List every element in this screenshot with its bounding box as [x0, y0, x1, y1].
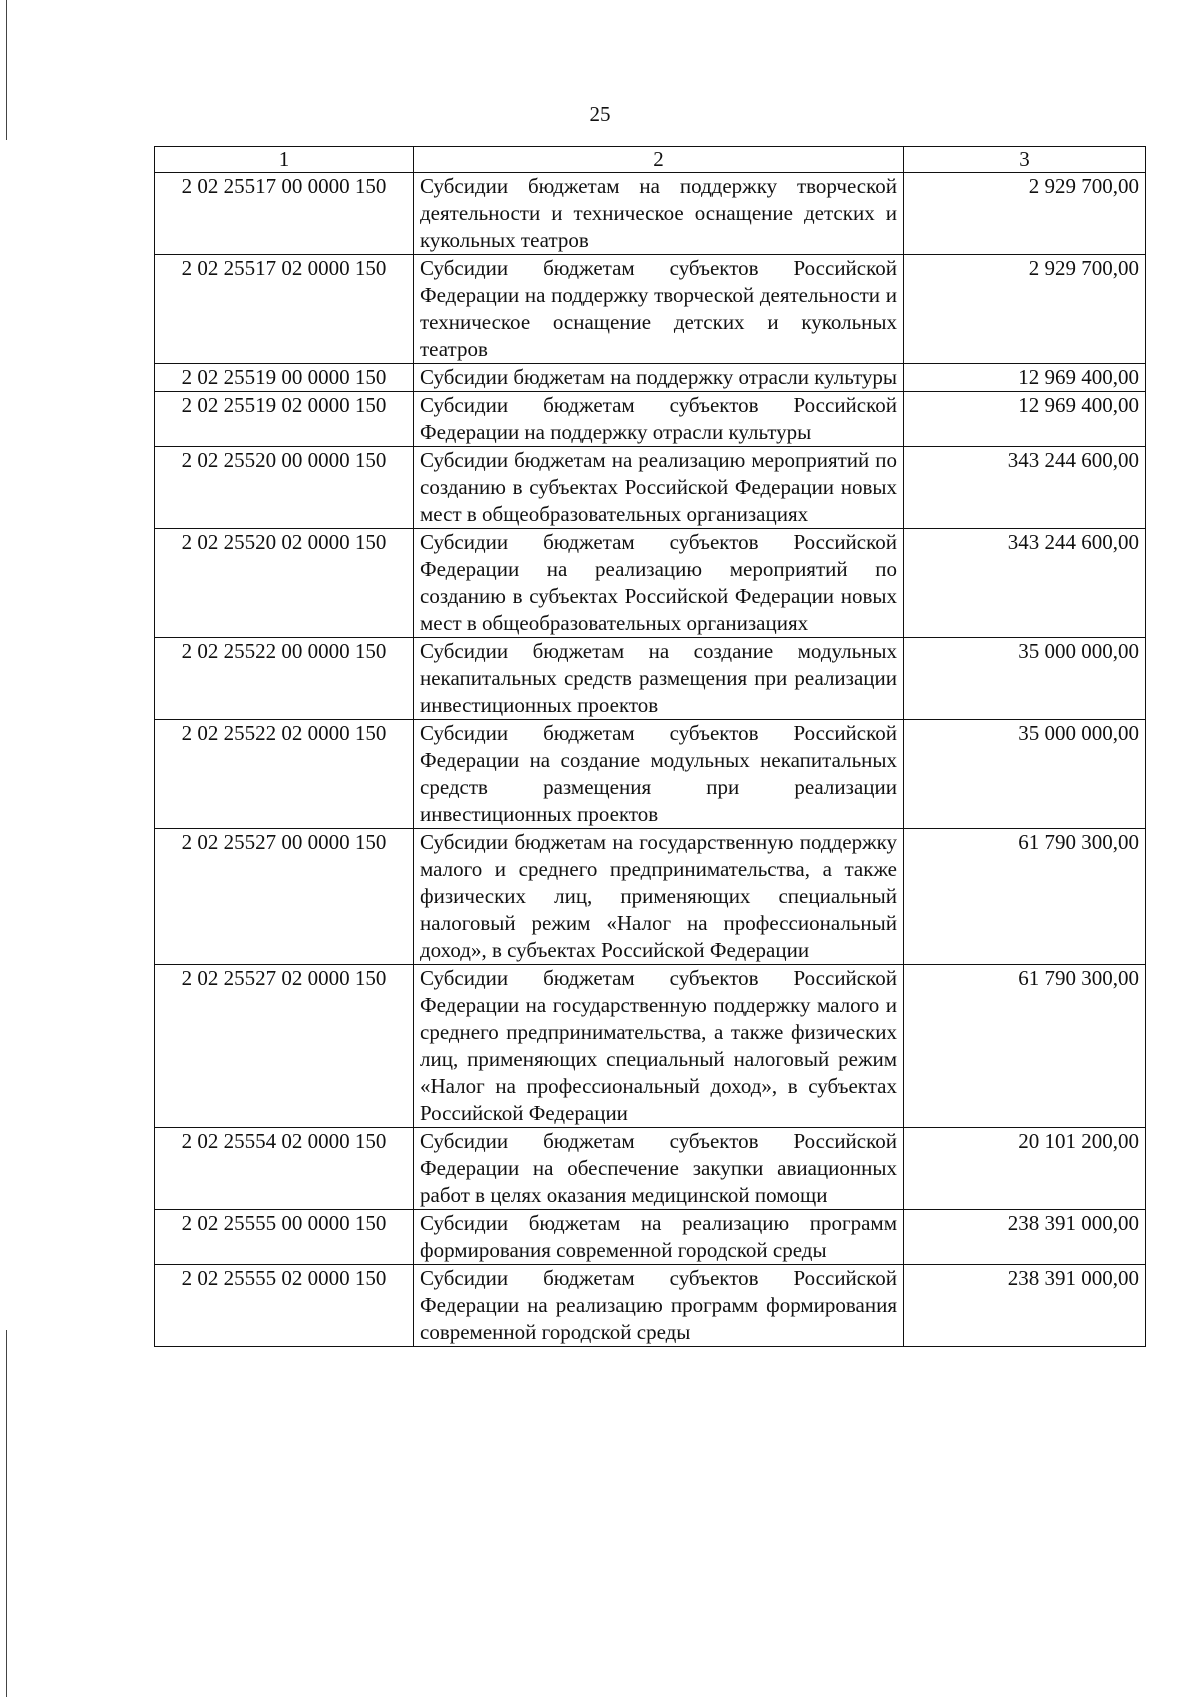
table-row — [155, 965, 1146, 1128]
amount-cell: 20 101 200,00 — [904, 1128, 1146, 1210]
budget-code-cell: 2 02 25555 00 0000 150 — [155, 1210, 414, 1265]
amount-cell: 35 000 000,00 — [904, 638, 1146, 720]
amount-cell: 12 969 400,00 — [904, 364, 1146, 392]
budget-code-cell: 2 02 25554 02 0000 150 — [155, 1128, 414, 1210]
column-header-name: 2 — [414, 147, 904, 173]
description-cell: Субсидии бюджетам субъектов Российской Федерации на обеспечение закупки авиационных работ в целях оказания медицинской помощи — [414, 1128, 904, 1210]
amount-cell: 343 244 600,00 — [904, 447, 1146, 529]
budget-code-cell: 2 02 25519 02 0000 150 — [155, 392, 414, 447]
description-cell: Субсидии бюджетам на поддержку отрасли культуры — [414, 364, 904, 392]
table-row — [155, 638, 1146, 720]
scan-edge-line — [6, 1330, 7, 1697]
description-cell: Субсидии бюджетам на реализацию программ формирования современной городской среды — [414, 1210, 904, 1265]
table-row — [155, 447, 1146, 529]
table-row — [155, 255, 1146, 364]
page-number: 25 — [589, 102, 611, 126]
amount-cell: 343 244 600,00 — [904, 529, 1146, 638]
table-row — [155, 1210, 1146, 1265]
description-cell: Субсидии бюджетам на создание модульных некапитальных средств размещения при реализации инвестиционных проектов — [414, 638, 904, 720]
description-cell: Субсидии бюджетам на поддержку творческой деятельности и техническое оснащение детских и кукольных театров — [414, 173, 904, 255]
table-row — [155, 720, 1146, 829]
budget-income-table — [154, 146, 1146, 1347]
table-row — [155, 1128, 1146, 1210]
budget-code-cell: 2 02 25520 02 0000 150 — [155, 529, 414, 638]
budget-code-cell: 2 02 25527 02 0000 150 — [155, 965, 414, 1128]
description-cell: Субсидии бюджетам субъектов Российской Федерации на государственную поддержку малого и среднего предпринимательства, а также физических лиц, применяющих специальный налоговый режим «Налог на профессиональный доход», в субъектах Российской Федерации — [414, 965, 904, 1128]
description-cell: Субсидии бюджетам субъектов Российской Федерации на поддержку отрасли культуры — [414, 392, 904, 447]
description-cell: Субсидии бюджетам субъектов Российской Федерации на реализацию программ формирования современной городской среды — [414, 1265, 904, 1347]
description-cell: Субсидии бюджетам на реализацию мероприятий по созданию в субъектах Российской Федерации новых мест в общеобразовательных организациях — [414, 447, 904, 529]
budget-code-cell: 2 02 25517 02 0000 150 — [155, 255, 414, 364]
amount-cell: 238 391 000,00 — [904, 1265, 1146, 1347]
column-header-amount: 3 — [904, 147, 1146, 173]
budget-code-cell: 2 02 25517 00 0000 150 — [155, 173, 414, 255]
budget-code-cell: 2 02 25519 00 0000 150 — [155, 364, 414, 392]
budget-code-cell: 2 02 25520 00 0000 150 — [155, 447, 414, 529]
table-row — [155, 173, 1146, 255]
budget-code-cell: 2 02 25527 00 0000 150 — [155, 829, 414, 965]
description-cell: Субсидии бюджетам на государственную поддержку малого и среднего предпринимательства, а также физических лиц, применяющих специальный налоговый режим «Налог на профессиональный доход», в субъектах Российской Федерации — [414, 829, 904, 965]
budget-code-cell: 2 02 25555 02 0000 150 — [155, 1265, 414, 1347]
table-row — [155, 364, 1146, 392]
table-row — [155, 829, 1146, 965]
table-row — [155, 1265, 1146, 1347]
description-cell: Субсидии бюджетам субъектов Российской Федерации на реализацию мероприятий по созданию в субъектах Российской Федерации новых мест в общеобразовательных организациях — [414, 529, 904, 638]
amount-cell: 35 000 000,00 — [904, 720, 1146, 829]
table-row — [155, 529, 1146, 638]
amount-cell: 61 790 300,00 — [904, 965, 1146, 1128]
budget-code-cell: 2 02 25522 02 0000 150 — [155, 720, 414, 829]
amount-cell: 12 969 400,00 — [904, 392, 1146, 447]
description-cell: Субсидии бюджетам субъектов Российской Федерации на поддержку творческой деятельности и техническое оснащение детских и кукольных театров — [414, 255, 904, 364]
amount-cell: 2 929 700,00 — [904, 255, 1146, 364]
table-header-row — [155, 147, 1146, 173]
amount-cell: 2 929 700,00 — [904, 173, 1146, 255]
description-cell: Субсидии бюджетам субъектов Российской Федерации на создание модульных некапитальных средств размещения при реализации инвестиционных проектов — [414, 720, 904, 829]
column-header-code: 1 — [155, 147, 414, 173]
table-row — [155, 392, 1146, 447]
amount-cell: 61 790 300,00 — [904, 829, 1146, 965]
budget-code-cell: 2 02 25522 00 0000 150 — [155, 638, 414, 720]
amount-cell: 238 391 000,00 — [904, 1210, 1146, 1265]
